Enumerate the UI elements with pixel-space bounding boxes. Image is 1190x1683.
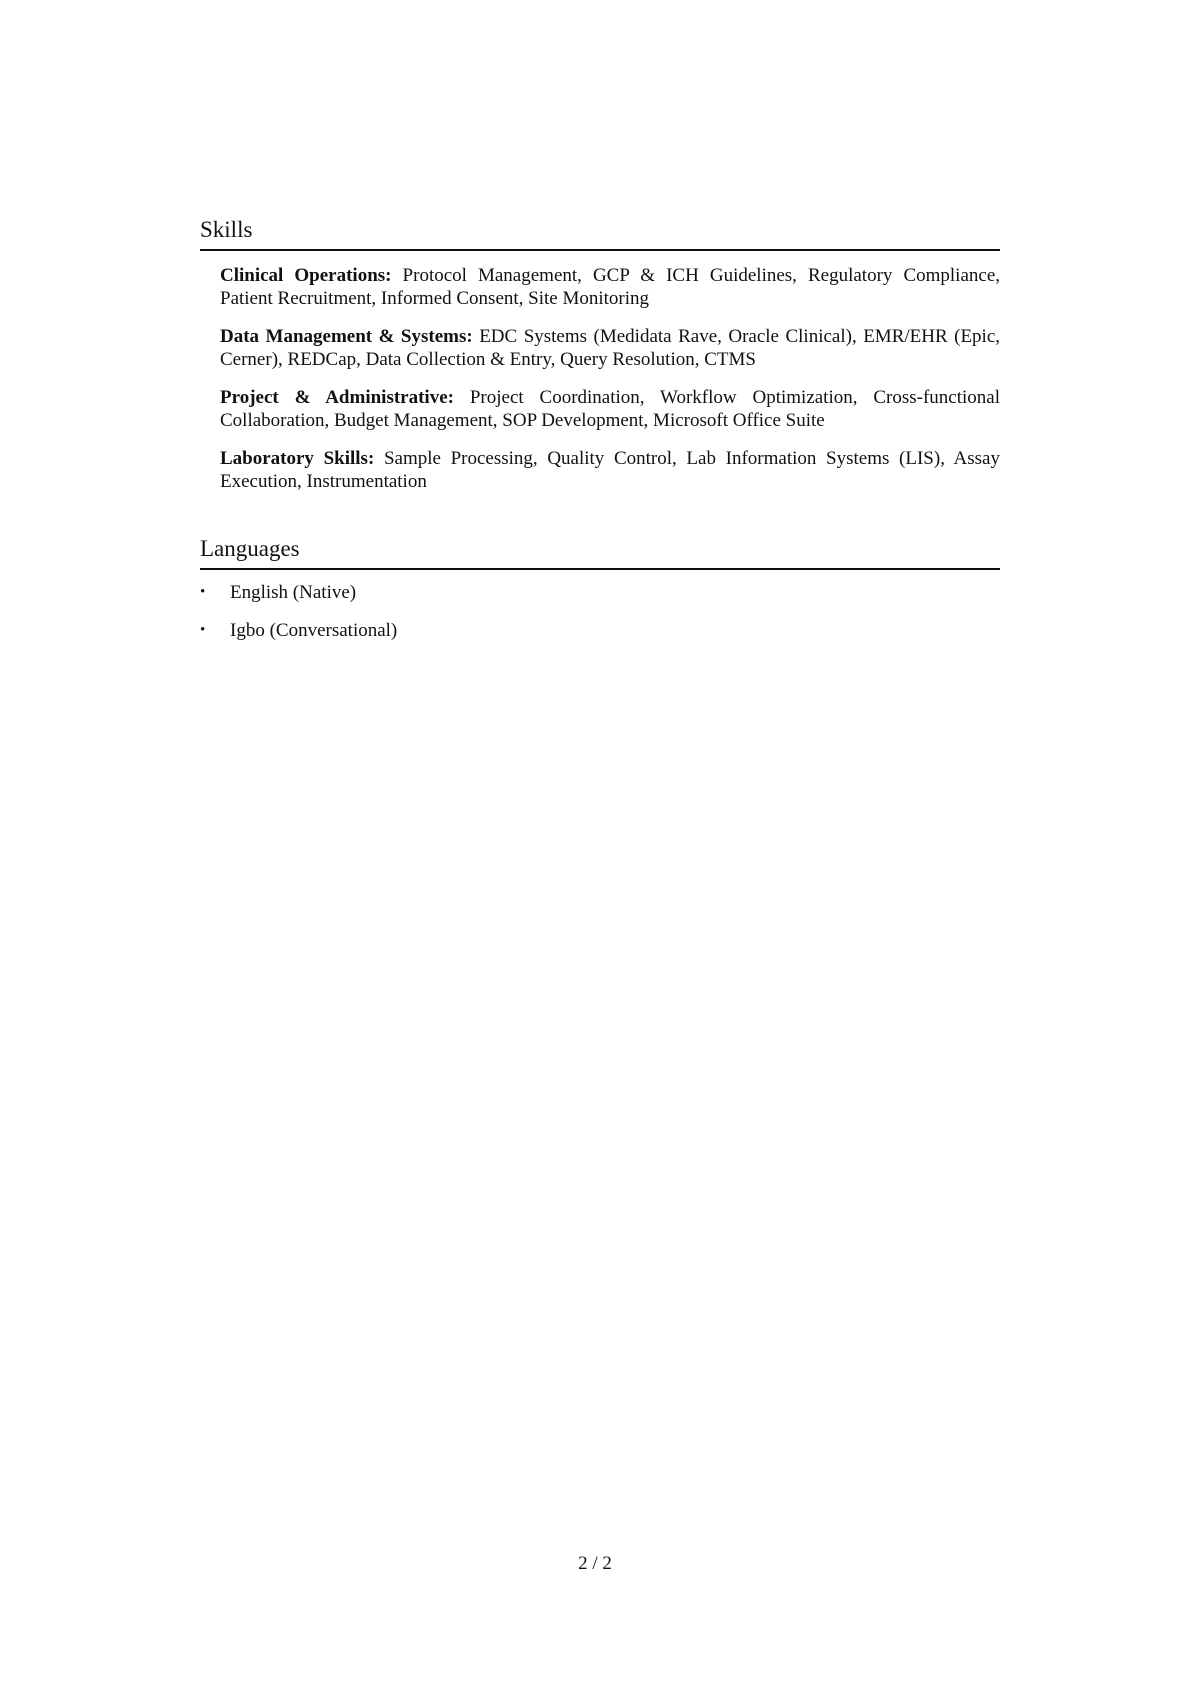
skill-label: Data Management & Systems: — [220, 326, 473, 347]
skill-text: EDC Systems (Medidata Rave, Oracle Clinical), EMR/EHR (Epic, Cerner), REDCap, Data Collection & Entry, Query Resolution, CTMS — [220, 326, 1001, 370]
bullet-icon: • — [200, 622, 206, 638]
page-number: 2 / 2 — [578, 1553, 612, 1574]
language-text: English (Native) — [230, 582, 357, 603]
skill-item-laboratory — [220, 447, 1000, 493]
languages-heading: Languages — [200, 535, 1000, 570]
languages-section — [200, 535, 1000, 642]
skill-text: Sample Processing, Quality Control, Lab Information Systems (LIS), Assay Execution, Instrumentation — [220, 448, 1000, 492]
skills-list — [200, 264, 1000, 493]
skill-label: Laboratory Skills: — [220, 448, 375, 469]
skills-heading: Skills — [200, 216, 1000, 251]
skills-section — [200, 216, 1000, 493]
languages-list — [200, 581, 1000, 642]
skill-item-clinical-operations — [220, 264, 1000, 310]
skill-item-project-administrative — [220, 386, 1000, 432]
skill-item-data-management — [220, 325, 1000, 371]
skill-text: Protocol Management, GCP & ICH Guidelines, Regulatory Compliance, Patient Recruitment, Informed Consent, Site Monitoring — [220, 265, 1000, 309]
language-item — [200, 619, 1000, 642]
language-item — [200, 581, 1000, 604]
skill-text: Project Coordination, Workflow Optimization, Cross-functional Collaboration, Budget Management, SOP Development, Microsoft Office Suite — [220, 387, 1000, 431]
skill-label: Project & Administrative: — [220, 387, 454, 408]
language-text: Igbo (Conversational) — [230, 620, 398, 641]
resume-page — [200, 216, 1000, 684]
skill-label: Clinical Operations: — [220, 265, 392, 286]
bullet-icon: • — [200, 584, 206, 600]
